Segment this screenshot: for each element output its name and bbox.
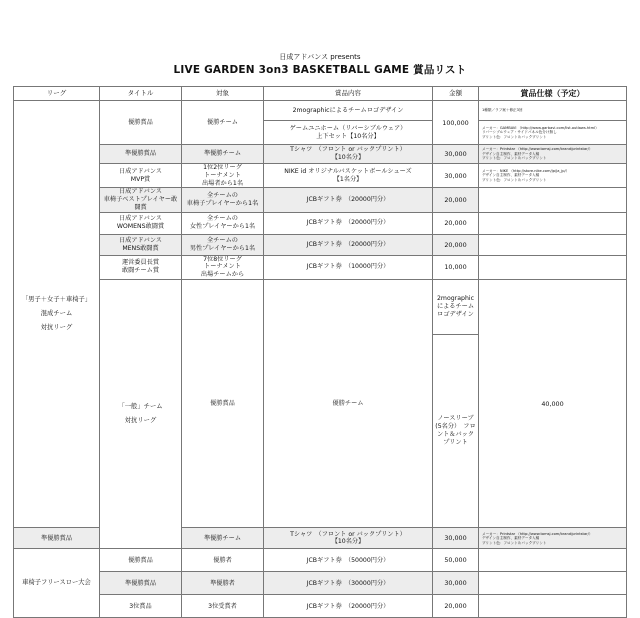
document-presenter: 日成アドバンス presents xyxy=(279,53,361,61)
prize-content: NIKE id オリジナルバスケットボールシューズ 【1名分】 xyxy=(264,164,433,188)
prize-target: 優勝者 xyxy=(182,549,264,572)
prize-target: 3位受賞者 xyxy=(182,595,264,618)
prize-title: 3位賞品 xyxy=(100,595,182,618)
prize-title: 日成アドバンス MVP賞 xyxy=(100,164,182,188)
table-row xyxy=(14,188,627,212)
prize-spec xyxy=(479,595,627,618)
prize-spec: メーカー：NIKE （http://store.nike.com/jp/ja_jp/） デザイン自主制作、素材データ入稿 プリント色：フロント＆バックプリント xyxy=(479,164,627,188)
prize-table xyxy=(13,86,627,618)
prize-amount: 20,000 xyxy=(433,234,479,255)
prize-content: ゲームユニホーム（リバーシブルウェア） 上下セット【10名分】 xyxy=(264,121,433,145)
prize-amount: 30,000 xyxy=(433,572,479,595)
prize-target: 7位8位リーグ トーナメント 出場チームから xyxy=(182,255,264,279)
prize-content: JCBギフト券 （20000円分） xyxy=(264,188,433,212)
prize-target: 全チームの 車椅子プレイヤーから1名 xyxy=(182,188,264,212)
table-row xyxy=(14,234,627,255)
prize-content: ノースリーブ(5名分） フロント＆バックプリント xyxy=(433,334,479,528)
prize-amount: 100,000 xyxy=(433,101,479,145)
prize-target: 1位2位リーグ トーナメント 出場者から1名 xyxy=(182,164,264,188)
prize-spec xyxy=(479,255,627,279)
prize-target: 準優勝者 xyxy=(182,572,264,595)
prize-content: JCBギフト券 （20000円分） xyxy=(264,595,433,618)
prize-title: 日成アドバンス MENS敢闘賞 xyxy=(100,234,182,255)
prize-title: 優勝賞品 xyxy=(182,279,264,528)
league-wheelchair: 車椅子フリースロー大会 xyxy=(14,549,100,618)
prize-target: 準優勝チーム xyxy=(182,528,264,549)
prize-spec xyxy=(479,234,627,255)
prize-amount: 20,000 xyxy=(433,595,479,618)
prize-content: 2mographicによるチームロゴデザイン xyxy=(433,279,479,334)
prize-content: 2mographicによるチームロゴデザイン xyxy=(264,101,433,121)
prize-title: 運営委員長賞 敢闘チーム賞 xyxy=(100,255,182,279)
table-row xyxy=(14,145,627,164)
prize-content: JCBギフト券 （50000円分） xyxy=(264,549,433,572)
table-row xyxy=(14,212,627,234)
table-row xyxy=(14,255,627,279)
prize-target: 全チームの 女性プレイヤーから1名 xyxy=(182,212,264,234)
league-general: 「一般」チーム 対抗リーグ xyxy=(100,279,182,549)
prize-amount: 30,000 xyxy=(433,145,479,164)
table-row xyxy=(14,549,627,572)
col-header-spec: 賞品仕様（予定） xyxy=(479,87,627,101)
prize-content: Tシャツ （フロント or バックプリント） 【10名分】 xyxy=(264,528,433,549)
prize-title: 日成アドバンス 車椅子ベストプレイヤー敢闘賞 xyxy=(100,188,182,212)
prize-spec: メーカー：GAMBAVI （http://www.garbavi.com/list.outlaws.html） リバーシブルウェア・サイドパネル色分け無し プリント色：フロント＆バックプリント xyxy=(479,121,627,145)
prize-content: JCBギフト券 （20000円分） xyxy=(264,212,433,234)
prize-content: JCBギフト券 （30000円分） xyxy=(264,572,433,595)
prize-spec xyxy=(479,188,627,212)
prize-title: 優勝賞品 xyxy=(100,101,182,145)
prize-title: 日成アドバンス WOMENS敢闘賞 xyxy=(100,212,182,234)
col-header-amount: 金額 xyxy=(433,87,479,101)
prize-target: 全チームの 男性プレイヤーから1名 xyxy=(182,234,264,255)
table-row xyxy=(14,572,627,595)
prize-amount: 20,000 xyxy=(433,212,479,234)
prize-target: 準優勝チーム xyxy=(182,145,264,164)
prize-spec xyxy=(479,212,627,234)
prize-spec: メーカー：Printstar （http://www.tomsj.com/brand/printstar/） デザイン自主制作、素材データ入稿 プリント色：フロント＆バックプリント xyxy=(479,528,627,549)
prize-amount: 30,000 xyxy=(433,528,479,549)
table-row xyxy=(14,164,627,188)
col-header-title: タイトル xyxy=(100,87,182,101)
prize-spec: 1種類／ラフ案＋修正3回 xyxy=(479,101,627,121)
table-row xyxy=(14,101,627,121)
prize-target: 優勝チーム xyxy=(264,279,433,528)
col-header-content: 賞品内容 xyxy=(264,87,433,101)
col-header-target: 対象 xyxy=(182,87,264,101)
prize-amount: 40,000 xyxy=(479,279,627,528)
prize-spec: メーカー：Printstar （http://www.tomsj.com/brand/printstar/） デザイン自主制作、素材データ入稿 プリント色：フロント＆バックプリント xyxy=(479,145,627,164)
prize-title: 準優勝賞品 xyxy=(100,572,182,595)
table-header-row xyxy=(14,87,627,101)
document-title: LIVE GARDEN 3on3 BASKETBALL GAME 賞品リスト xyxy=(173,64,467,76)
prize-title: 準優勝賞品 xyxy=(14,528,100,549)
prize-content: JCBギフト券 （20000円分） xyxy=(264,234,433,255)
prize-amount: 30,000 xyxy=(433,164,479,188)
prize-title: 準優勝賞品 xyxy=(100,145,182,164)
prize-amount: 20,000 xyxy=(433,188,479,212)
table-row xyxy=(14,279,627,334)
prize-title: 優勝賞品 xyxy=(100,549,182,572)
prize-spec xyxy=(479,572,627,595)
prize-content: JCBギフト券 （10000円分） xyxy=(264,255,433,279)
prize-spec xyxy=(479,549,627,572)
col-header-league: リーグ xyxy=(14,87,100,101)
table-row xyxy=(14,595,627,618)
prize-content: Tシャツ （フロント or バックプリント） 【10名分】 xyxy=(264,145,433,164)
prize-target: 優勝チーム xyxy=(182,101,264,145)
prize-amount: 50,000 xyxy=(433,549,479,572)
league-mixed: 「男子＋女子＋車椅子」 混成チーム 対抗リーグ xyxy=(14,101,100,528)
prize-amount: 10,000 xyxy=(433,255,479,279)
